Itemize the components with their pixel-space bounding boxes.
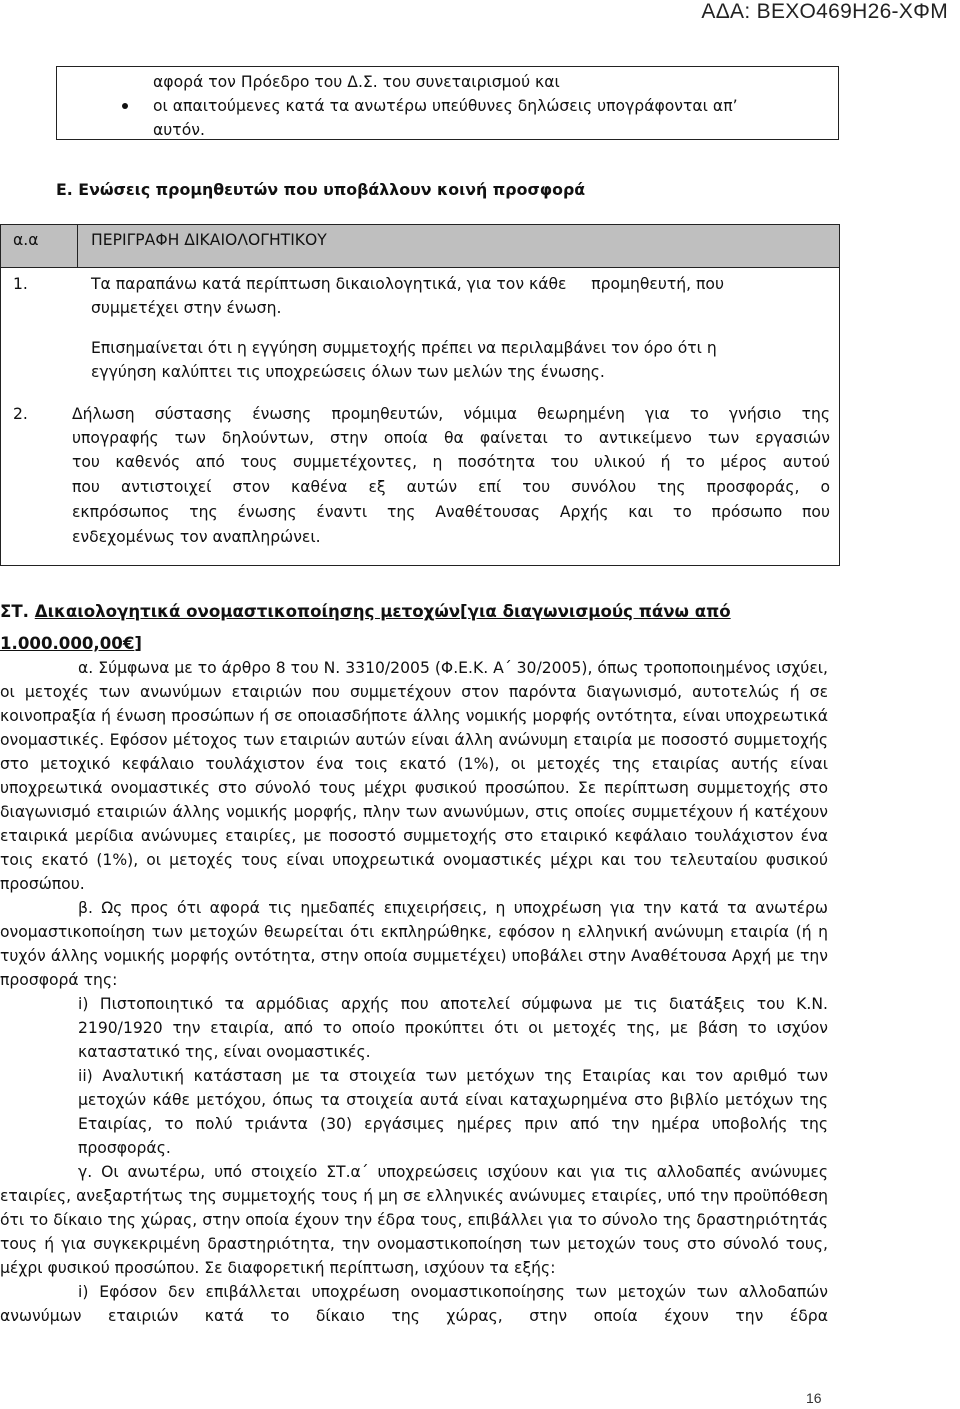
section-st-bracket: ] [134,634,142,653]
section-st-body [0,656,828,1328]
paragraph-b: β. Ως προς ότι αφορά τις ημεδαπές επιχειρήσεις, η υποχρέωση για την κατά τα ανωτέρω ονομαστικοποίηση των μετοχών θεωρείται ότι εκπληρώθηκε, εφόσον η ελληνική ανώνυμη εταιρία (ή η τυχόν άλλης νομικής μορφής οντότητα, στην οποία συμμετέχει) υποβάλει στην Αναθέτουσα Αρχή με την προσφορά της: [0,899,828,989]
paragraph-c: γ. Οι ανωτέρω, υπό στοιχείο ΣΤ.α΄ υποχρεώσεις ισχύουν και για τις αλλοδαπές ανώνυμες εταιρίες, ανεξαρτήτως της συμμετοχής τους ή μη σε ελληνικές ανώνυμες εταιρίες, υπό την προϋπόθεση ότι το δίκαιο της χώρας, στην οποία έχουν την έδρα τους, επιβάλλει για το σύνολο της δραστηριότητάς τους ή για συγκεκριμένη δραστηριότητα, την ονομαστικοποίηση των μετοχών τους στο σύνολό τους, μέχρι φυσικού προσώπου. Σε διαφορετική περίπτωση, ισχύουν τα εξής: [0,1163,828,1277]
continuation-box [56,66,839,140]
paragraph-a: α. Σύμφωνα με το άρθρο 8 του Ν. 3310/2005 (Φ.Ε.Κ. Α΄ 30/2005), όπως τροποποιημένος ισχύει, οι μετοχές των ανωνύμων εταιριών που συμμετέχουν στον παρόντα διαγωνισμό, αυτοτελώς ή σε κοινοπραξία ή ένωση προσώπων ή σε οποιασδήποτε άλλης νομικής μορφής οντότητα, είναι υποχρεωτικά ονομαστικές. Εφόσον μέτοχος των εταιριών αυτών είναι άλλη ανώνυμη εταιρία με ποσοστό συμμετοχής στο μετοχικό κεφάλαιο τουλάχιστον ένα τοις εκατό (1%), οι μετοχές της εταιρίας αυτής είναι υποχρεωτικά ονομαστικές στο σύνολό τους μέχρι φυσικού προσώπου. Σε περίπτωση συμμετοχής στο διαγωνισμό εταιριών άλλης νομικής μορφής, πλην των ανωνύμων, στις οποίες συμμετέχουν ή κατέχουν εταιρικά μερίδια ανώνυμες εταιρίες, με ποσοστό συμμετοχής στο εταιρικό κεφάλαιο τουλάχιστον ένα τοις εκατό (1%), οι μετοχές τους είναι υποχρεωτικά ονομαστικές μέχρι και του τελευταίου φυσικού προσώπου. [0,659,828,893]
header-divider [77,225,78,267]
paragraph-b-i: i) Πιστοποιητικό τα αρμόδιας αρχής που αποτελεί σύμφωνα με τις διατάξεις του Κ.Ν. 2190/1920 την εταιρία, από το οποίο προκύπτει ότι οι μετοχές της, με βάση το ισχύον καταστατικό της, είναι ονομαστικές. [78,995,828,1061]
box-line: αφορά τον Πρόεδρο του Δ.Σ. του συνεταιρισμού και [153,73,560,91]
documents-table [0,224,840,566]
row-text: υπογραφής των δηλούντων, στην οποία θα φαίνεται το αντικείμενο των εργασιών [72,429,830,447]
section-st-title [0,596,828,660]
section-e-title: Ε. Ενώσεις προμηθευτών που υποβάλλουν κοινή προσφορά [56,180,586,199]
box-line: αυτόν. [153,121,205,139]
row-note: Επισημαίνεται ότι η εγγύηση συμμετοχής πρέπει να περιλαμβάνει τον όρο ότι η [91,339,717,357]
ada-code: ΑΔΑ: ΒΕΧΟ469Η26-ΧΦΜ [701,0,948,23]
row-text: ενδεχομένως τον αναπληρώνει. [72,528,321,546]
section-st-heading: Δικαιολογητικά ονομαστικοποίησης μετοχών[για διαγωνισμούς πάνω από 1.000.000,00€ [0,602,731,653]
box-line: οι απαιτούμενες κατά τα ανωτέρω υπεύθυνες δηλώσεις υπογράφονται απ’ [153,97,738,115]
row-number: 2. [13,405,28,423]
row-text: του καθενός από τους συμμετέχοντες, η ποσότητα του υλικού ή το μέρος αυτού [72,453,830,471]
section-st-prefix: ΣΤ. [0,602,29,621]
paragraph-c-i: i) Εφόσον δεν επιβάλλεται υποχρέωση ονομαστικοποίησης των μετοχών των αλλοδαπών ανωνύμων εταιριών κατά το δίκαιο της χώρας, στην οποία έχουν την έδρα [0,1283,828,1325]
row-text: που αντιστοιχεί στον καθένα εξ αυτών επί του συνόλου της προσφοράς, ο [72,478,830,496]
row-text: συμμετέχει στην ένωση. [91,299,282,317]
row-text: Δήλωση σύστασης ένωσης προμηθευτών, νόμιμα θεωρημένη για το γνήσιο της [72,405,830,423]
page-number: 16 [806,1390,822,1406]
header-description: ΠΕΡΙΓΡΑΦΗ ΔΙΚΑΙΟΛΟΓΗΤΙΚΟΥ [91,231,327,249]
paragraph-b-ii: ii) Αναλυτική κατάσταση με τα στοιχεία των μετόχων της Εταιρίας και τον αριθμό των μετοχών κάθε μετόχου, όπως τα στοιχεία αυτά είναι καταχωρημένα στο βιβλίο μετόχων της Εταιρίας, το πολύ τριάντα (30) εργάσιμες ημέρες πριν από την ημέρα υποβολής της προσφοράς. [78,1067,828,1157]
row-note: εγγύηση καλύπτει τις υποχρεώσεις όλων των μελών της ένωσης. [91,363,605,381]
row-text: εκπρόσωπος της ένωσης έναντι της Αναθέτουσας Αρχής και το πρόσωπο που [72,503,830,521]
row-number: 1. [13,275,28,293]
header-number: α.α [13,231,39,249]
row-text: Τα παραπάνω κατά περίπτωση δικαιολογητικά, για τον κάθε προμηθευτή, που [91,275,724,293]
bullet-icon [122,103,128,109]
